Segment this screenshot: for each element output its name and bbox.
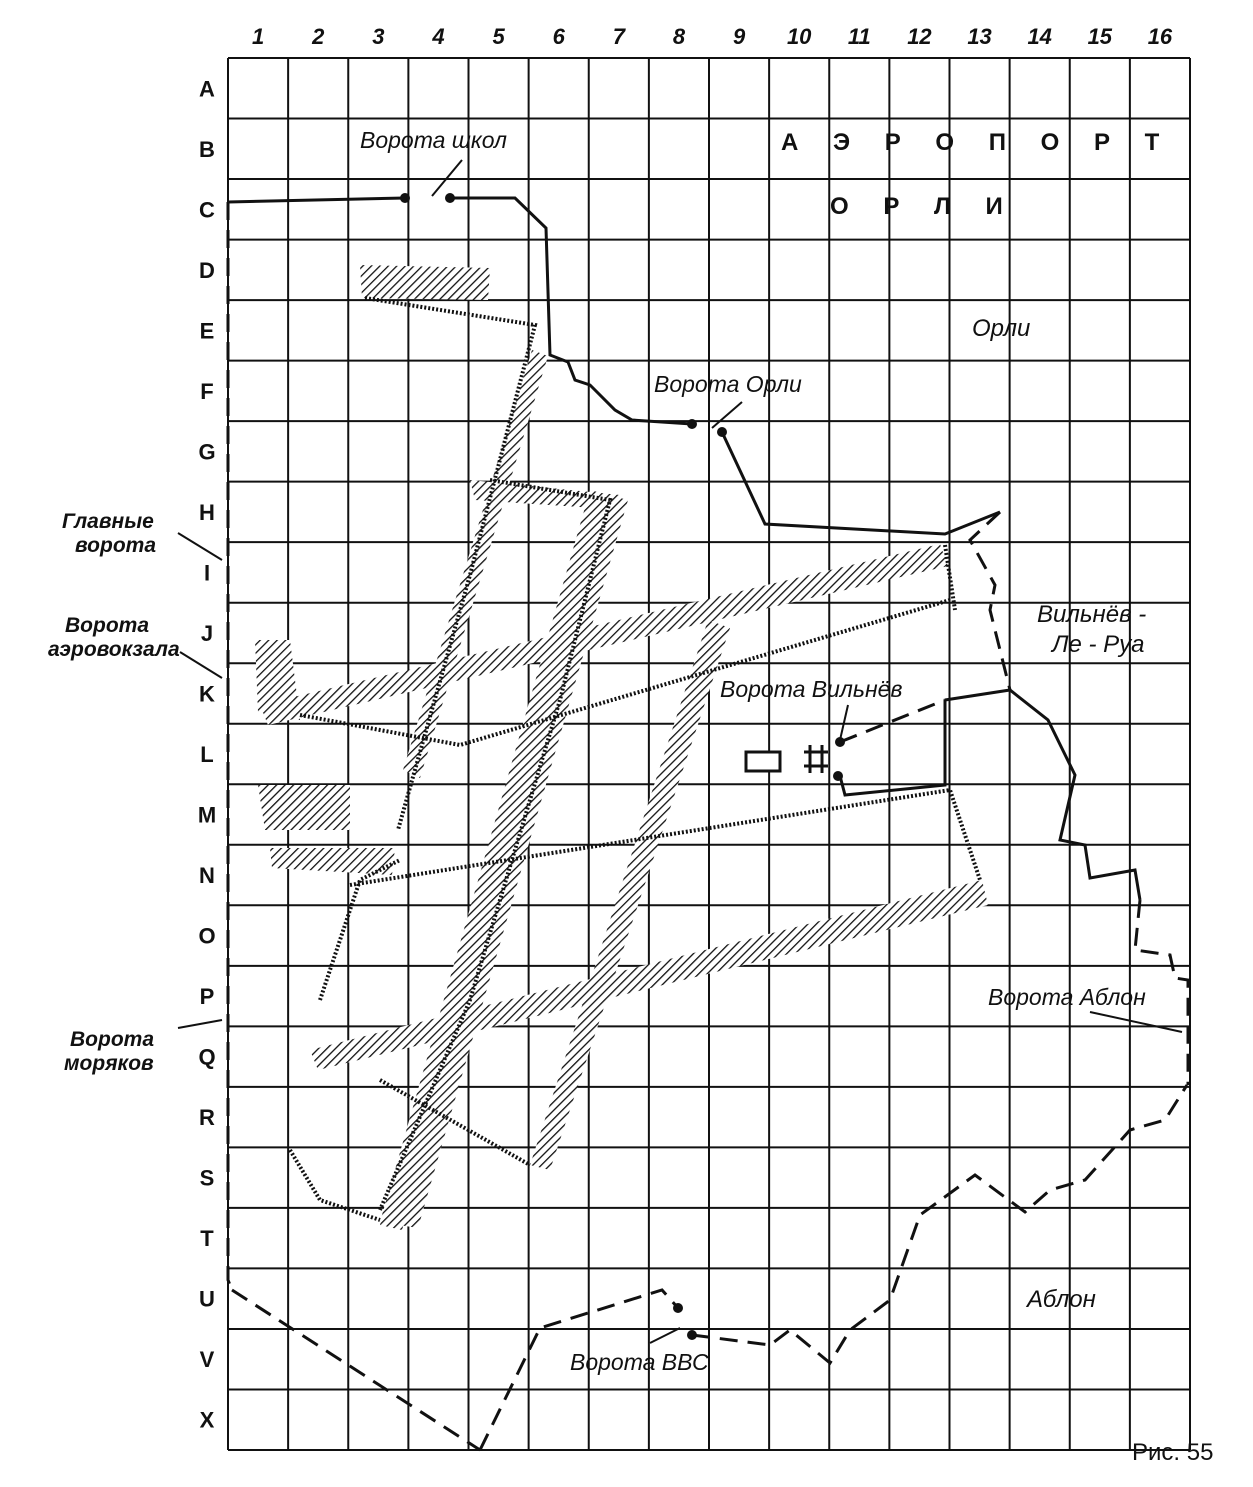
row-label: V (199, 1347, 215, 1373)
arrow-schools (432, 160, 462, 196)
gate-dot (717, 427, 727, 437)
gate-main-label-1: Главные (62, 510, 154, 533)
gate-dot (687, 1330, 697, 1340)
column-label: 4 (432, 24, 445, 49)
arrow-orly (712, 402, 742, 428)
column-label: 11 (847, 24, 871, 49)
column-label: 3 (372, 24, 385, 49)
row-label: U (199, 1286, 215, 1312)
gate-bbc-label: Ворота ВВС (570, 1349, 709, 1375)
column-labels (252, 24, 1173, 49)
airport-title-line2: О Р Л И (830, 193, 1017, 220)
row-label: P (199, 984, 215, 1010)
gate-terminal-label-2: аэровокзала (48, 638, 180, 661)
gate-terminal-label-1: Ворота (65, 614, 149, 637)
taxiway-7 (320, 860, 400, 1000)
row-label: X (199, 1407, 215, 1433)
arrow-terminal (180, 652, 222, 678)
arrow-bbc (650, 1328, 680, 1343)
place-orly: Орли (972, 315, 1031, 342)
gate-sailors-label-2: моряков (64, 1052, 154, 1075)
row-label: R (199, 1105, 215, 1131)
gate-dot (445, 193, 455, 203)
row-label: C (199, 197, 215, 223)
row-label: I (203, 560, 211, 586)
row-label: S (199, 1165, 215, 1191)
gate-dot (400, 193, 410, 203)
row-label: N (199, 863, 215, 889)
fence-orly (722, 432, 1000, 534)
runways-main (255, 265, 988, 1230)
column-label: 5 (492, 24, 505, 49)
taxiways (290, 298, 980, 1220)
row-label: L (200, 742, 214, 767)
gate-structures (746, 745, 828, 773)
taxiway-5 (290, 1150, 380, 1220)
runway-diag-4 (380, 895, 498, 1230)
row-label: M (197, 802, 217, 828)
column-label: 15 (1087, 24, 1113, 49)
fence-villeneuve-gate (840, 700, 945, 742)
fence-villeneuve (840, 700, 945, 795)
arrow-villeneuve (840, 705, 848, 740)
gate-dot (687, 419, 697, 429)
row-label: B (199, 136, 215, 162)
airport-title-line1: А Э Р О П О Р Т (781, 129, 1174, 156)
gate-dot (833, 771, 843, 781)
column-label: 1 (251, 24, 265, 49)
arrow-main (178, 533, 222, 560)
column-label: 8 (672, 24, 686, 49)
place-villeneuve-2: Ле - Руа (1052, 631, 1145, 658)
row-labels (198, 76, 216, 1432)
row-label: F (200, 378, 214, 404)
apron-m (258, 785, 350, 830)
row-label: J (200, 620, 214, 646)
taxiway-1 (365, 298, 535, 830)
apron-d (360, 265, 490, 300)
place-ablon: Аблон (1027, 1286, 1096, 1313)
perimeter-solid (228, 198, 1140, 900)
row-label: T (200, 1226, 214, 1252)
place-villeneuve-1: Вильнёв - (1037, 601, 1147, 628)
gate-schools-label: Ворота школ (360, 127, 508, 153)
gate-main-label-2: ворота (75, 534, 156, 557)
column-label: 13 (967, 24, 992, 49)
gate-ablon-label: Ворота Аблон (988, 984, 1146, 1010)
column-label: 12 (907, 24, 932, 49)
arrow-sailors (178, 1020, 222, 1028)
fence-south-west (232, 1290, 480, 1450)
gate-orly-label: Ворота Орли (654, 371, 802, 397)
column-label: 7 (612, 24, 625, 49)
gate-villeneuve-label: Ворота Вильнёв (720, 676, 903, 702)
column-label: 9 (732, 24, 746, 49)
row-label: H (199, 499, 215, 525)
gate-dot (673, 1303, 683, 1313)
row-label: O (198, 923, 216, 949)
apron-k (255, 640, 300, 720)
column-label: 16 (1147, 24, 1173, 49)
row-label: Q (198, 1044, 216, 1070)
arrow-ablon (1090, 1012, 1182, 1032)
column-label: 14 (1027, 24, 1052, 49)
row-label: K (199, 681, 215, 707)
column-label: 6 (552, 24, 565, 49)
column-label: 2 (312, 24, 325, 49)
fence-north-west (228, 198, 405, 202)
railway-crossing (804, 745, 828, 773)
fence-bbc (692, 1085, 1187, 1363)
row-label: G (198, 439, 216, 465)
row-label: D (199, 257, 215, 283)
figure-caption: Рис. 55 (1132, 1439, 1214, 1466)
column-label: 10 (786, 24, 812, 49)
row-label: E (199, 318, 215, 344)
labels (48, 127, 1213, 1466)
gate-sailors-label-1: Ворота (70, 1028, 154, 1051)
guard-building (746, 752, 780, 771)
row-label: A (199, 76, 215, 102)
